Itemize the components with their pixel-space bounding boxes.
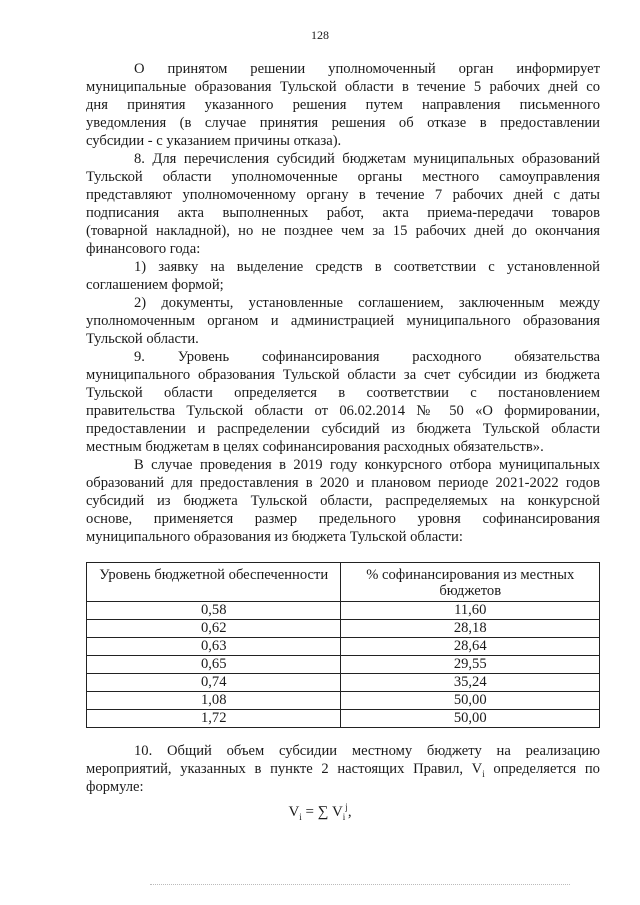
text-line: представляют уполномоченному органу в течение 7 рабочих дней с даты bbox=[86, 187, 600, 203]
text-line: муниципальные образования Тульской области в течение 5 рабочих дней со bbox=[86, 79, 600, 95]
text-line: дня принятия указанного решения путем направления письменного bbox=[86, 97, 600, 113]
text-line: субсидии - с указанием причины отказа). bbox=[86, 133, 342, 149]
text-line: муниципального образования Тульской области за счет субсидии из бюджета bbox=[86, 367, 600, 383]
text-line: Тульской области определяется в соответствии с постановлением bbox=[86, 385, 600, 401]
text-line: формуле: bbox=[86, 779, 144, 795]
text-line: Тульской области уполномоченные органы местного самоуправления bbox=[86, 169, 600, 185]
text-line: финансового года: bbox=[86, 241, 201, 257]
text-line: образований для предоставления в 2020 и плановом периоде 2021-2022 годов bbox=[86, 475, 600, 491]
table-cell: 0,62 bbox=[87, 620, 341, 638]
text-line: основе, применяется размер предельного уровня софинансирования bbox=[86, 511, 600, 527]
table-cell: 0,74 bbox=[87, 674, 341, 692]
table-cell: 28,18 bbox=[341, 620, 600, 638]
table-row bbox=[87, 692, 600, 710]
text-line: 10. Общий объем субсидии местному бюджету на реализацию bbox=[134, 743, 600, 759]
text-line: 8. Для перечисления субсидий бюджетам муниципальных образований bbox=[134, 151, 600, 167]
text-line: муниципального образования из бюджета Тульской области: bbox=[86, 529, 463, 545]
table-row bbox=[87, 602, 600, 620]
page-number: 128 bbox=[311, 28, 329, 42]
formula bbox=[0, 802, 640, 822]
cofinancing-table bbox=[86, 562, 600, 728]
text-line: О принятом решении уполномоченный орган информирует bbox=[134, 61, 600, 77]
table-cell: 1,08 bbox=[87, 692, 341, 710]
text-line: уполномоченным органом и администрацией муниципального образования bbox=[86, 313, 600, 329]
text-line: Тульской области. bbox=[86, 331, 199, 347]
text-line: 2) документы, установленные соглашением, заключенным между bbox=[134, 295, 600, 311]
text-line: 9. Уровень софинансирования расходного обязательства bbox=[134, 349, 600, 365]
formula-rhs-subscript: i bbox=[342, 812, 346, 822]
table-cell: 35,24 bbox=[341, 674, 600, 692]
text-line: соглашением формой; bbox=[86, 277, 224, 293]
formula-lhs: V bbox=[288, 804, 300, 820]
formula-sum-sign: = ∑ bbox=[301, 804, 332, 820]
text-line: местным бюджетам в целях софинансирования расходных обязательств». bbox=[86, 439, 544, 455]
formula-lhs-subscript: i bbox=[299, 812, 302, 822]
text-line: предоставлении и распределении субсидий из бюджета Тульской области bbox=[86, 421, 600, 437]
text-line: подписания акта выполненных работ, акта приема-передачи товаров bbox=[86, 205, 600, 221]
table-cell: 11,60 bbox=[341, 602, 600, 620]
table-cell: 0,65 bbox=[87, 656, 341, 674]
table-row bbox=[87, 620, 600, 638]
text-line: 1) заявку на выделение средств в соответствии с установленной bbox=[134, 259, 600, 275]
cofinancing-table-wrapper bbox=[86, 562, 600, 728]
table-cell: 50,00 bbox=[341, 710, 600, 728]
formula-rhs-superscript: j bbox=[345, 802, 348, 812]
text-line: правительства Тульской области от 06.02.2014 № 50 «О формировании, bbox=[86, 403, 600, 419]
table-row bbox=[87, 710, 600, 728]
text-line: (товарной накладной), но не позднее чем за 15 рабочих дней до окончания bbox=[86, 223, 600, 239]
table-cell: 0,63 bbox=[87, 638, 341, 656]
text-fragment: мероприятий, указанных в пункте 2 настоящих Правил, V bbox=[86, 761, 483, 777]
text-line: субсидий из бюджета Тульской области, распределяемых на конкурсной bbox=[86, 493, 600, 509]
table-header-row bbox=[87, 563, 600, 602]
scan-artifact-divider bbox=[150, 884, 570, 888]
table-cell: 28,64 bbox=[341, 638, 600, 656]
formula-rhs: V bbox=[331, 804, 343, 820]
column-header-budget-level: Уровень бюджетной обеспеченности bbox=[87, 563, 341, 602]
text-line: уведомления (в случае принятия решения об отказе в предоставлении bbox=[86, 115, 600, 131]
column-header-cofinancing-percent: % софинансирования из местных бюджетов bbox=[341, 563, 600, 602]
table-cell: 50,00 bbox=[341, 692, 600, 710]
table-row bbox=[87, 656, 600, 674]
table-row bbox=[87, 674, 600, 692]
formula-tail: , bbox=[347, 804, 352, 820]
table-row bbox=[87, 638, 600, 656]
subscript: i bbox=[482, 768, 485, 779]
text-line: В случае проведения в 2019 году конкурсного отбора муниципальных bbox=[134, 457, 600, 473]
table-cell: 0,58 bbox=[87, 602, 341, 620]
table-cell: 29,55 bbox=[341, 656, 600, 674]
text-fragment: определяется по bbox=[484, 761, 600, 777]
table-cell: 1,72 bbox=[87, 710, 341, 728]
